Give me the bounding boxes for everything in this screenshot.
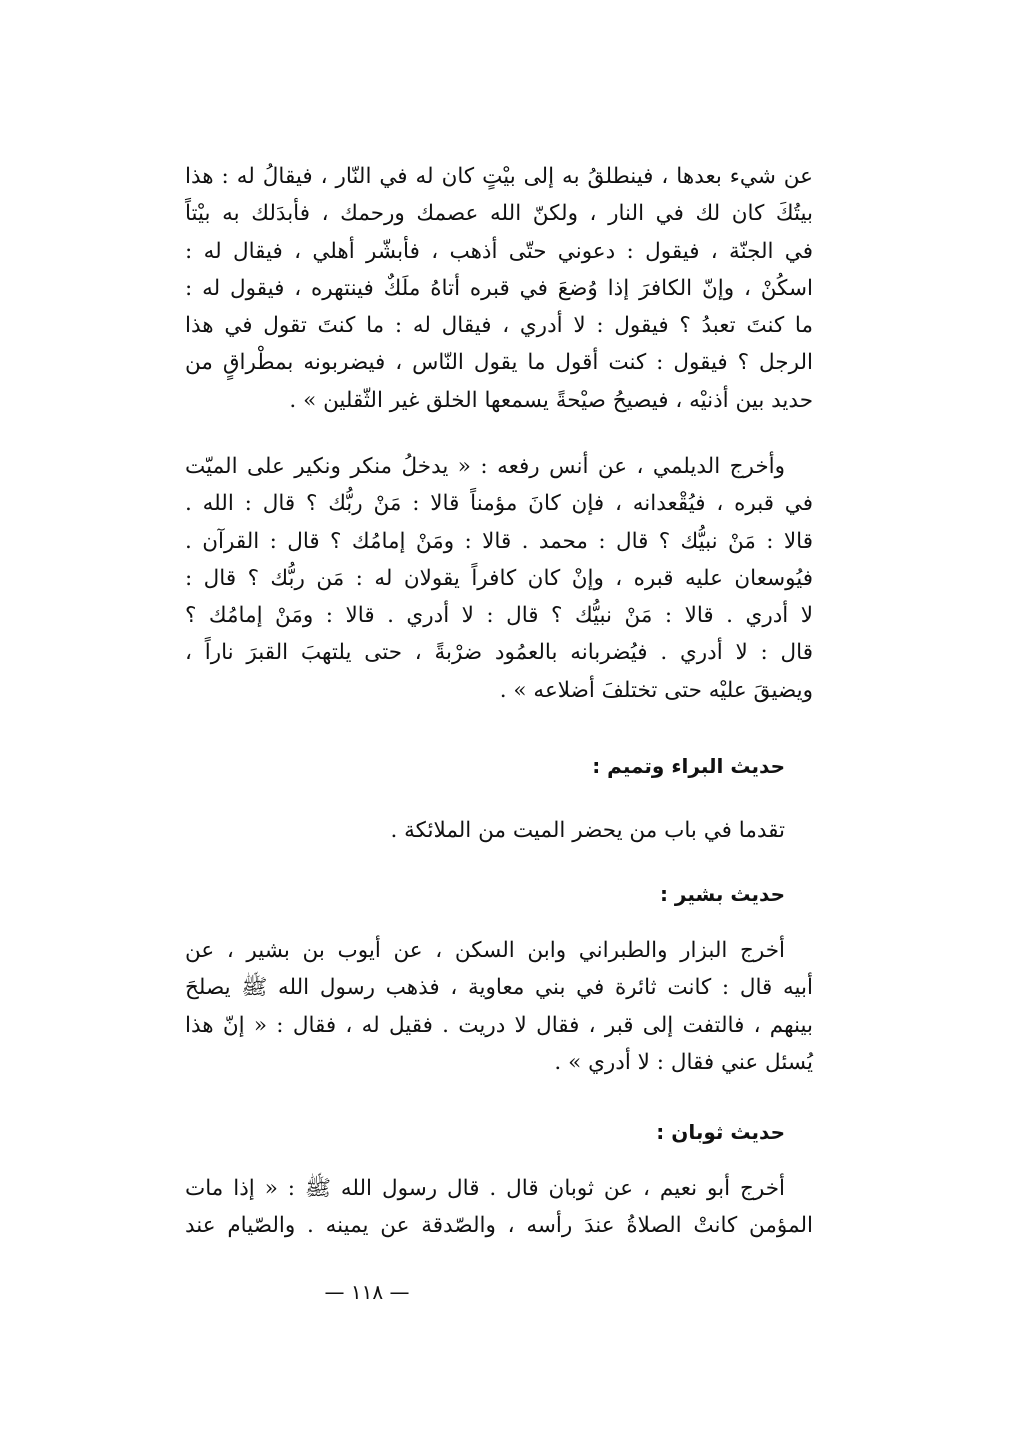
text-line: قال : لا أدري . فيُضربانه بالعمُود ضرْبةً ، حتى يلتهبَ القبرَ ناراً ، — [185, 640, 813, 666]
text-line: ما كنتَ تعبدُ ؟ فيقول : لا أدري ، فيقال له : ما كنتَ تقول في هذا — [185, 313, 813, 339]
paragraph-4 — [185, 932, 813, 1081]
paragraph-1 — [185, 158, 813, 419]
text-line: وأخرج الديلمي ، عن أنس رفعه : « يدخلُ منكر ونكير على الميّت — [185, 454, 785, 479]
section-heading-thawban: حديث ثوبان : — [656, 1120, 785, 1144]
text-line: لا أدري . قالا : مَنْ نبيُّك ؟ قال : لا أدري . قالا : ومَنْ إمامُك ؟ — [185, 603, 813, 629]
text-line: المؤمن كانتْ الصلاةُ عندَ رأسه ، والصّدقة عن يمينه . والصّيام عند — [185, 1213, 813, 1239]
text-line: تقدما في باب من يحضر الميت من الملائكة . — [390, 818, 785, 843]
text-line: أبيه قال : كانت ثائرة في بني معاوية ، فذهب رسول الله ﷺ يصلحَ — [185, 975, 813, 1001]
text-line: في قبره ، فيُقْعدانه ، فإن كانَ مؤمناً قالا : مَنْ ربُّك ؟ قال : الله . — [185, 491, 813, 517]
paragraph-3 — [185, 812, 813, 849]
text-line: قالا : مَنْ نبيُّك ؟ قال : محمد . قالا : ومَنْ إمامُك ؟ قال : القرآن . — [185, 528, 813, 554]
text-line: عن شيء بعدها ، فينطلقُ به إلى بيْتٍ كان له في النّار ، فيقالُ له : هذا — [185, 164, 813, 189]
text-line: يُسئل عني فقال : لا أدري » . — [554, 1049, 813, 1075]
text-line: بيتُكَ كان لك في النار ، ولكنّ الله عصمك ورحمك ، فأبدَلك به بيْتاً — [185, 201, 813, 227]
page-number: — ١١٨ — — [324, 1280, 410, 1304]
paragraph-5 — [185, 1170, 813, 1245]
section-heading-baraa-tamim: حديث البراء وتميم : — [592, 754, 785, 778]
text-line: حديد بين أذنيْه ، فيصيحُ صيْحةً يسمعها الخلق غير الثّقلين » . — [289, 387, 813, 413]
section-heading-bashir: حديث بشير : — [659, 882, 785, 906]
text-line: أخرج أبو نعيم ، عن ثوبان قال . قال رسول الله ﷺ : « إذا مات — [185, 1176, 785, 1201]
text-line: الرجل ؟ فيقول : كنت أقول ما يقول النّاس ، فيضربونه بمطْراقٍ من — [185, 350, 813, 376]
text-line: في الجنّة ، فيقول : دعوني حتّى أذهب ، فأبشّر أهلي ، فيقال له : — [185, 238, 813, 264]
text-line: فيُوسعان عليه قبره ، وإنْ كان كافراً يقولان له : مَن ربُّك ؟ قال : — [185, 565, 813, 591]
paragraph-2 — [185, 448, 813, 709]
text-line: اسكُنْ ، وإنّ الكافرَ إذا وُضعَ في قبره أتاهُ ملَكٌ فينتهره ، فيقول له : — [185, 275, 813, 301]
text-line: بينهم ، فالتفت إلى قبر ، فقال لا دريت . فقيل له ، فقال : « إنّ هذا — [185, 1012, 813, 1038]
text-line: ويضيقَ عليْه حتى تختلفَ أضلاعه » . — [499, 677, 813, 703]
text-line: أخرج البزار والطبراني وابن السكن ، عن أيوب بن بشير ، عن — [185, 938, 785, 963]
